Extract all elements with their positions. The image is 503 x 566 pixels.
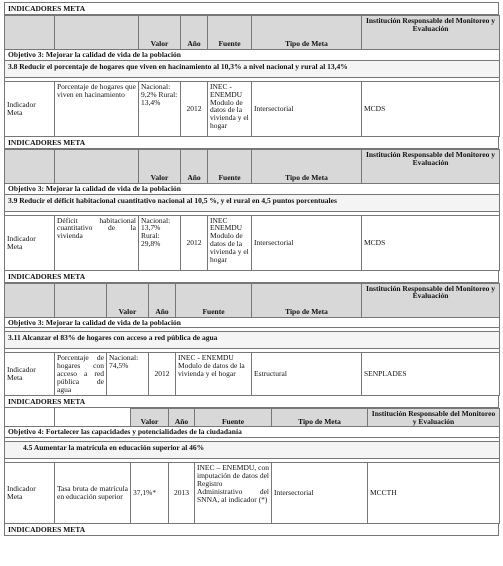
section-header: INDICADORES META [4, 2, 499, 15]
indicator-year: 2012 [181, 81, 208, 136]
indicator-source: INEC – ENEMDU, con imputación de datos del Registro Administrativo del SNNA, al indicador (*) [195, 463, 272, 524]
indicator-year: 2012 [149, 353, 176, 395]
col-inst: Institución Responsable del Monitoreo y Evaluación [362, 149, 500, 183]
indicator-name: Porcentaje de hogares que viven en hacinamiento [55, 81, 139, 136]
indicator-institution: MCDS [362, 81, 500, 136]
col-fuente: Fuente [195, 408, 272, 427]
indicator-name: Porcentaje de hogares con acceso a red pública de agua [55, 353, 107, 395]
col-anio: Año [169, 408, 195, 427]
goal: 3.9 Reducir el déficit habitacional cuantitativo nacional al 10,5 %, y el rural en 4,5 puntos porcentuales [5, 194, 500, 211]
document-page [4, 2, 499, 536]
section-header: INDICADORES META [4, 524, 499, 536]
indicator-year: 2012 [181, 215, 208, 270]
col-tipo: Tipo de Meta [272, 408, 368, 427]
indicator-value: Nacional: 13,7% Rural: 29,8% [139, 215, 181, 270]
objective: Objetivo 3: Mejorar la calidad de vida de la población [5, 50, 500, 61]
indicator-type: Intersectorial [252, 81, 362, 136]
indicator-table-3 [4, 283, 500, 396]
indicator-year: 2013 [169, 463, 195, 524]
indicator-value: Nacional: 74,5% [107, 353, 149, 395]
col-fuente: Fuente [208, 149, 252, 183]
col-inst: Institución Responsable del Monitoreo y Evaluación [362, 16, 500, 50]
goal: 4.5 Aumentar la matrícula en educación superior al 46% [5, 442, 500, 459]
indicator-table-4 [4, 408, 500, 525]
indicator-institution: MCCTH [368, 463, 500, 524]
indicator-name: Déficit habitacional cuantitativo de la vivienda [55, 215, 139, 270]
col-valor: Valor [131, 408, 169, 427]
section-header: INDICADORES META [4, 396, 499, 408]
col-inst: Institución Responsable del Monitoreo y Evaluación [368, 408, 500, 427]
col-tipo: Tipo de Meta [252, 149, 362, 183]
indicator-institution: SENPLADES [362, 353, 500, 395]
indicator-source: INEC - ENEMDU Modulo de datos de la vivienda y el hogar [208, 81, 252, 136]
indicator-name: Tasa bruta de matrícula en educación superior [55, 463, 131, 524]
goal: 3.8 Reducir el porcentaje de hogares que viven en hacinamiento al 10,3% a nivel nacional y rural al 13,4% [5, 60, 500, 77]
col-anio: Año [181, 16, 208, 50]
indicator-source: INEC - ENEMDU Modulo de datos de la vivienda y el hogar [176, 353, 252, 395]
col-tipo: Tipo de Meta [252, 16, 362, 50]
row-label: Indicador Meta [5, 81, 55, 136]
col-inst: Institución Responsable del Monitoreo y Evaluación [362, 283, 500, 317]
objective: Objetivo 3: Mejorar la calidad de vida de la población [5, 317, 500, 328]
row-label: Indicador Meta [5, 463, 55, 524]
indicator-type: Estructural [252, 353, 362, 395]
objective: Objetivo 4: Fortalecer las capacidades y potencialidades de la ciudadanía [5, 427, 500, 438]
col-fuente: Fuente [208, 16, 252, 50]
indicator-value: 37,1%* [131, 463, 169, 524]
col-anio: Año [149, 283, 176, 317]
indicator-institution: MCDS [362, 215, 500, 270]
indicator-type: Intersectorial [252, 215, 362, 270]
goal: 3.11 Alcanzar el 83% de hogares con acceso a red pública de agua [5, 332, 500, 349]
col-valor: Valor [139, 149, 181, 183]
col-anio: Año [181, 149, 208, 183]
col-fuente: Fuente [176, 283, 252, 317]
objective: Objetivo 3: Mejorar la calidad de vida de la población [5, 183, 500, 194]
section-header: INDICADORES META [4, 271, 499, 283]
section-header: INDICADORES META [4, 137, 499, 149]
col-tipo: Tipo de Meta [252, 283, 362, 317]
col-valor: Valor [107, 283, 149, 317]
row-label: Indicador Meta [5, 353, 55, 395]
indicator-value: Nacional: 9,2% Rural: 13,4% [139, 81, 181, 136]
indicator-table-2 [4, 149, 500, 271]
col-valor: Valor [139, 16, 181, 50]
indicator-table-1 [4, 15, 500, 137]
row-label: Indicador Meta [5, 215, 55, 270]
indicator-type: Intersectorial [272, 463, 368, 524]
indicator-source: INEC ENEMDU Modulo de datos de la vivienda y el hogar [208, 215, 252, 270]
